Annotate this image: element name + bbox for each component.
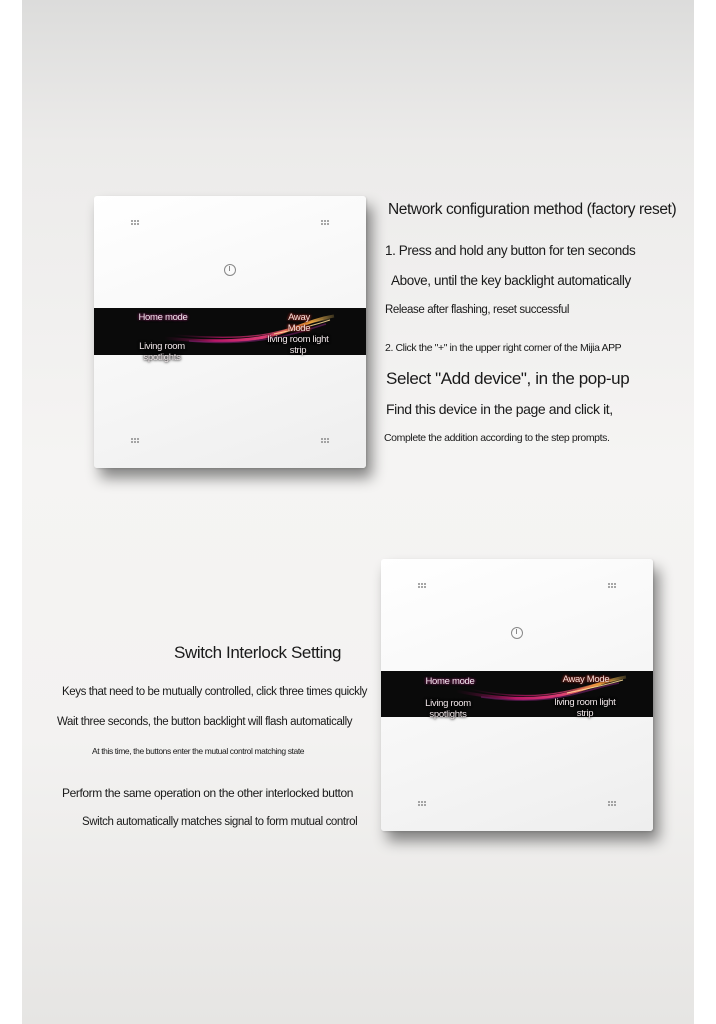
away-mode-label: Away Mode <box>562 674 610 685</box>
dot-grid-icon <box>418 583 426 588</box>
power-icon <box>224 264 236 276</box>
network-step-line: Above, until the key backlight automatically <box>391 273 631 288</box>
dot-grid-icon <box>321 220 329 225</box>
living-room-light-strip-label: living room light strip <box>267 334 329 356</box>
network-step-line: Select "Add device", in the pop-up <box>386 369 630 388</box>
network-step-line: 2. Click the "+" in the upper right corner of the Mijia APP <box>385 342 622 354</box>
living-room-spotlights-label: Living room spotlights <box>139 341 185 363</box>
interlock-step-line: At this time, the buttons enter the mutual control matching state <box>92 746 305 756</box>
dot-grid-icon <box>608 583 616 588</box>
home-mode-label: Home mode <box>425 676 475 687</box>
smart-switch-panel-bottom <box>381 559 653 831</box>
dot-grid-icon <box>608 801 616 806</box>
living-room-spotlights-label: Living room spotlights <box>425 698 471 720</box>
interlock-step-line: Keys that need to be mutually controlled, click three times quickly <box>62 686 367 698</box>
dot-grid-icon <box>131 438 139 443</box>
power-icon <box>511 627 523 639</box>
living-room-light-strip-label: living room light strip <box>554 697 616 719</box>
network-step-line: Release after flashing, reset successful <box>385 304 570 316</box>
dot-grid-icon <box>418 801 426 806</box>
home-mode-label: Home mode <box>138 312 188 323</box>
network-step-line: 1. Press and hold any button for ten seconds <box>385 243 636 258</box>
smart-switch-panel-top <box>94 196 366 468</box>
network-config-title: Network configuration method (factory reset) <box>388 201 677 218</box>
interlock-step-line: Switch automatically matches signal to form mutual control <box>82 816 358 828</box>
dot-grid-icon <box>131 220 139 225</box>
scene-label-band <box>381 671 653 720</box>
dot-grid-icon <box>321 438 329 443</box>
network-step-line: Find this device in the page and click it, <box>386 401 613 417</box>
away-mode-label: Away Mode <box>287 312 311 334</box>
interlock-step-line: Perform the same operation on the other interlocked button <box>62 786 353 800</box>
network-step-line: Complete the addition according to the step prompts. <box>384 432 610 444</box>
interlock-step-line: Wait three seconds, the button backlight will flash automatically <box>57 716 353 728</box>
interlock-title: Switch Interlock Setting <box>174 643 342 662</box>
scene-label-band <box>94 308 366 363</box>
page-background <box>22 0 694 1024</box>
